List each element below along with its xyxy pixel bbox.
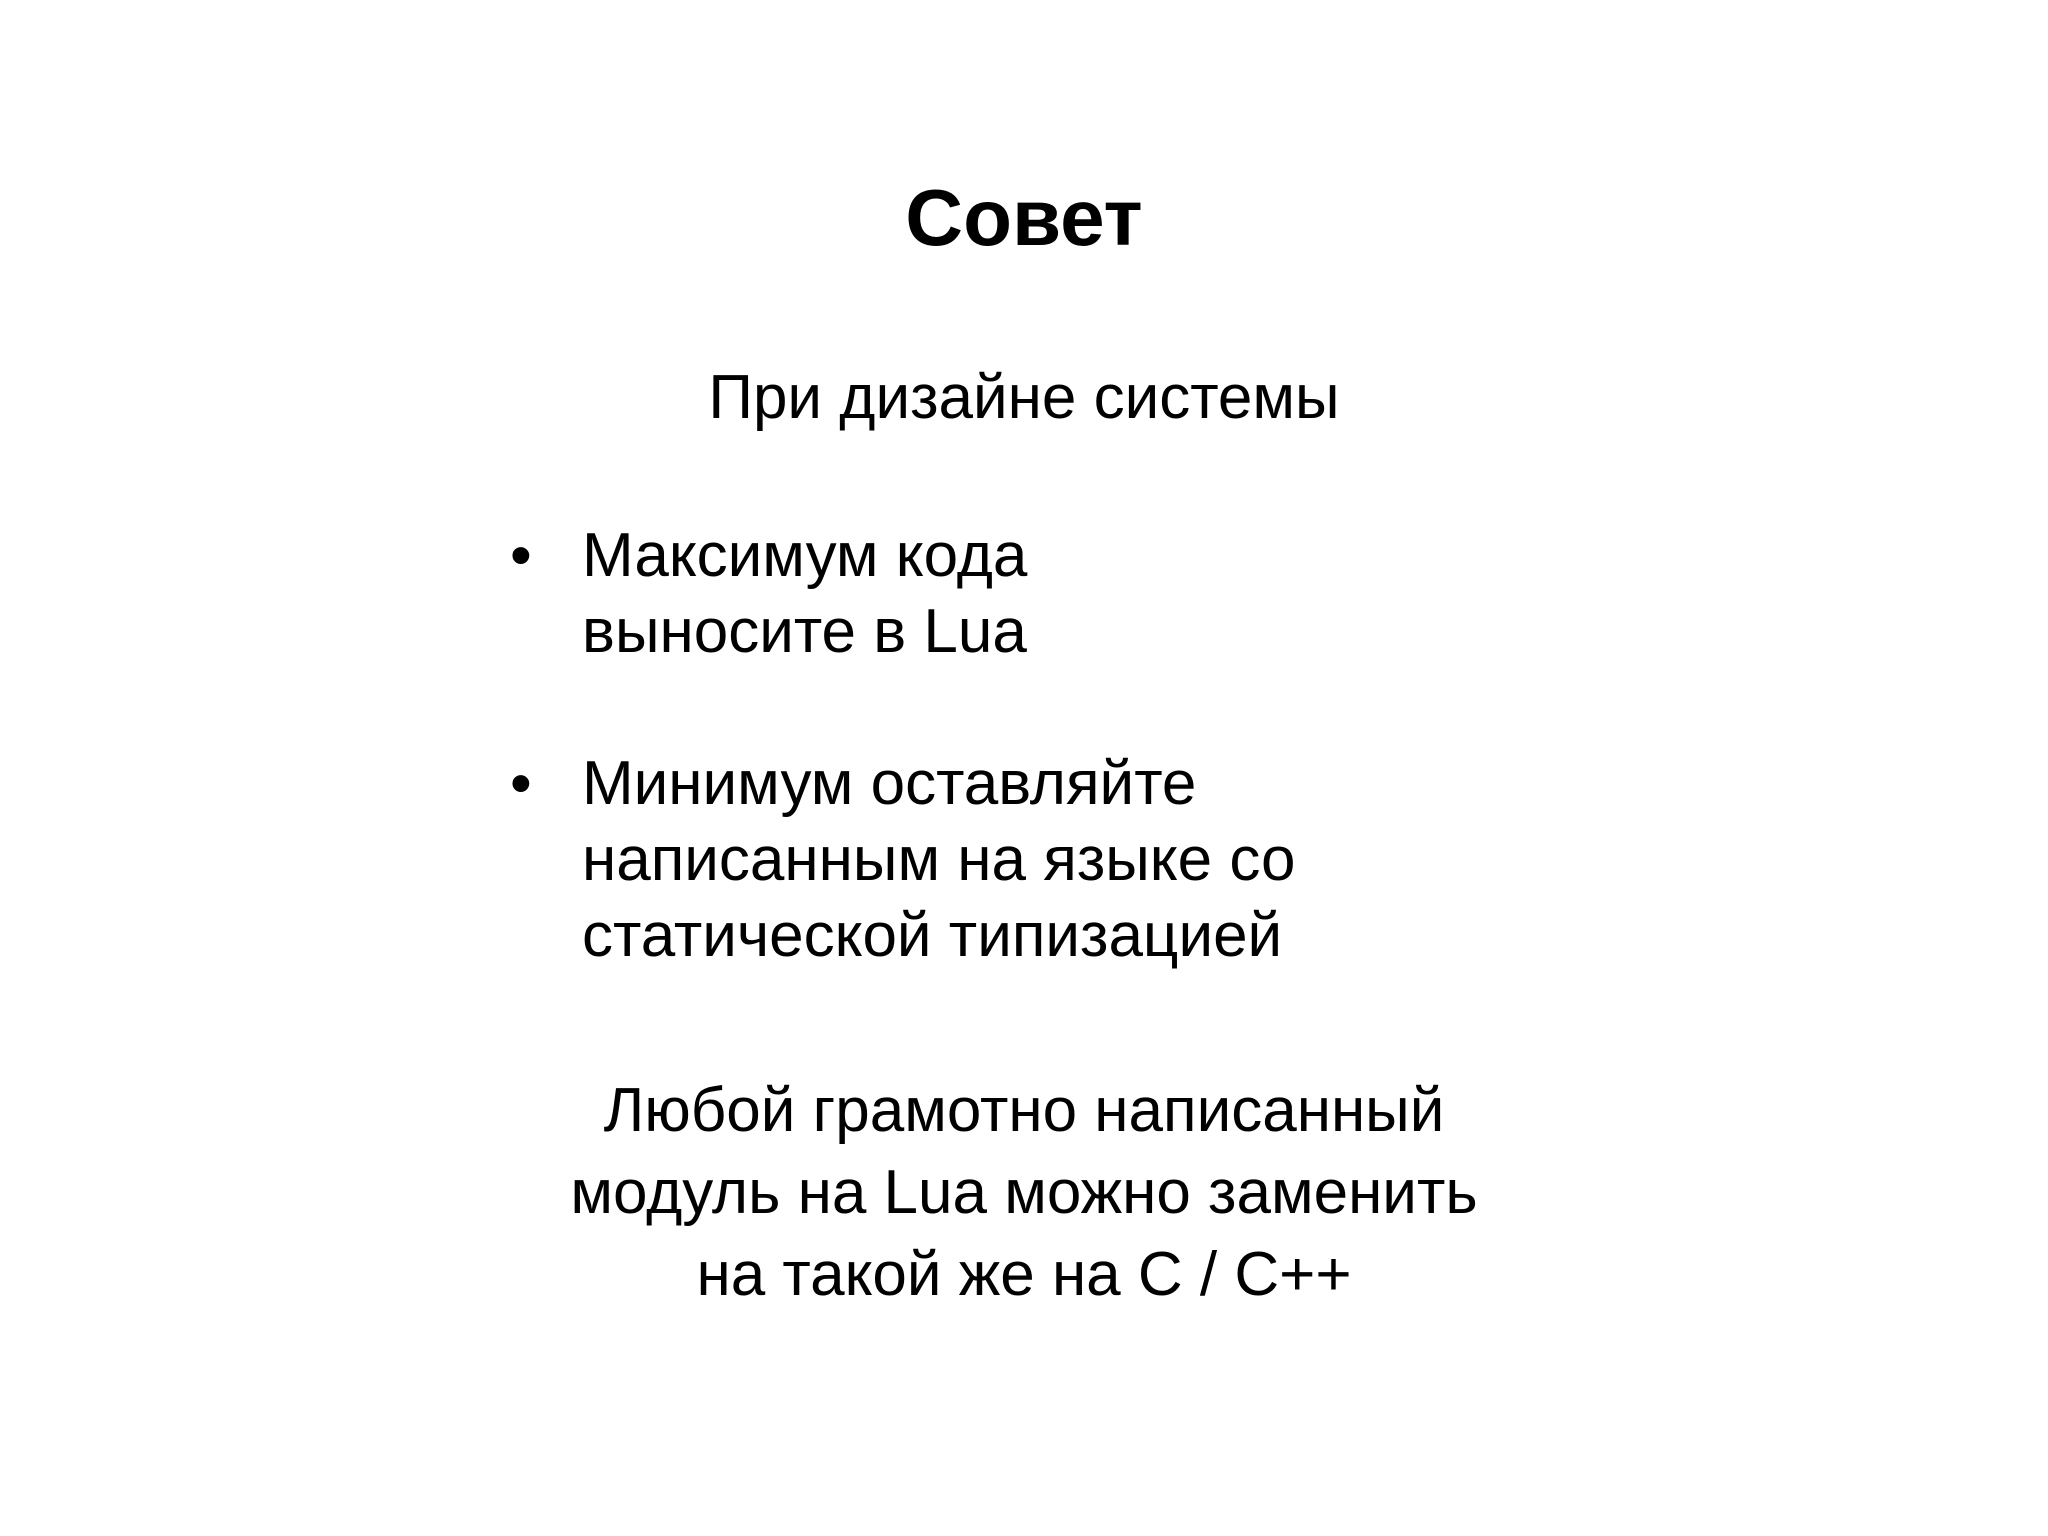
closing-line: Любой грамотно написанный [603, 1076, 1445, 1145]
bullet-line: выносите в Lua [582, 597, 1027, 666]
intro-text: При дизайне системы [708, 363, 1340, 432]
bullet-line: Минимум оставляйте [582, 749, 1197, 818]
bullet-line: Максимум кода [582, 521, 1028, 590]
closing-line: модуль на Lua можно заменить [570, 1158, 1478, 1227]
closing-line: на такой же на C / C++ [696, 1240, 1352, 1309]
closing-text [0, 1070, 2048, 1316]
bullet-item-minimum-static [510, 746, 1610, 974]
bullet-line: написанным на языке со [582, 825, 1296, 894]
bullet-icon: • [510, 521, 532, 590]
bullet-list [510, 518, 1610, 1050]
bullet-line: статической типизацией [582, 901, 1283, 970]
bullet-item-code-to-lua [510, 518, 1610, 670]
bullet-icon: • [510, 749, 532, 818]
slide-title: Совет [905, 173, 1143, 262]
